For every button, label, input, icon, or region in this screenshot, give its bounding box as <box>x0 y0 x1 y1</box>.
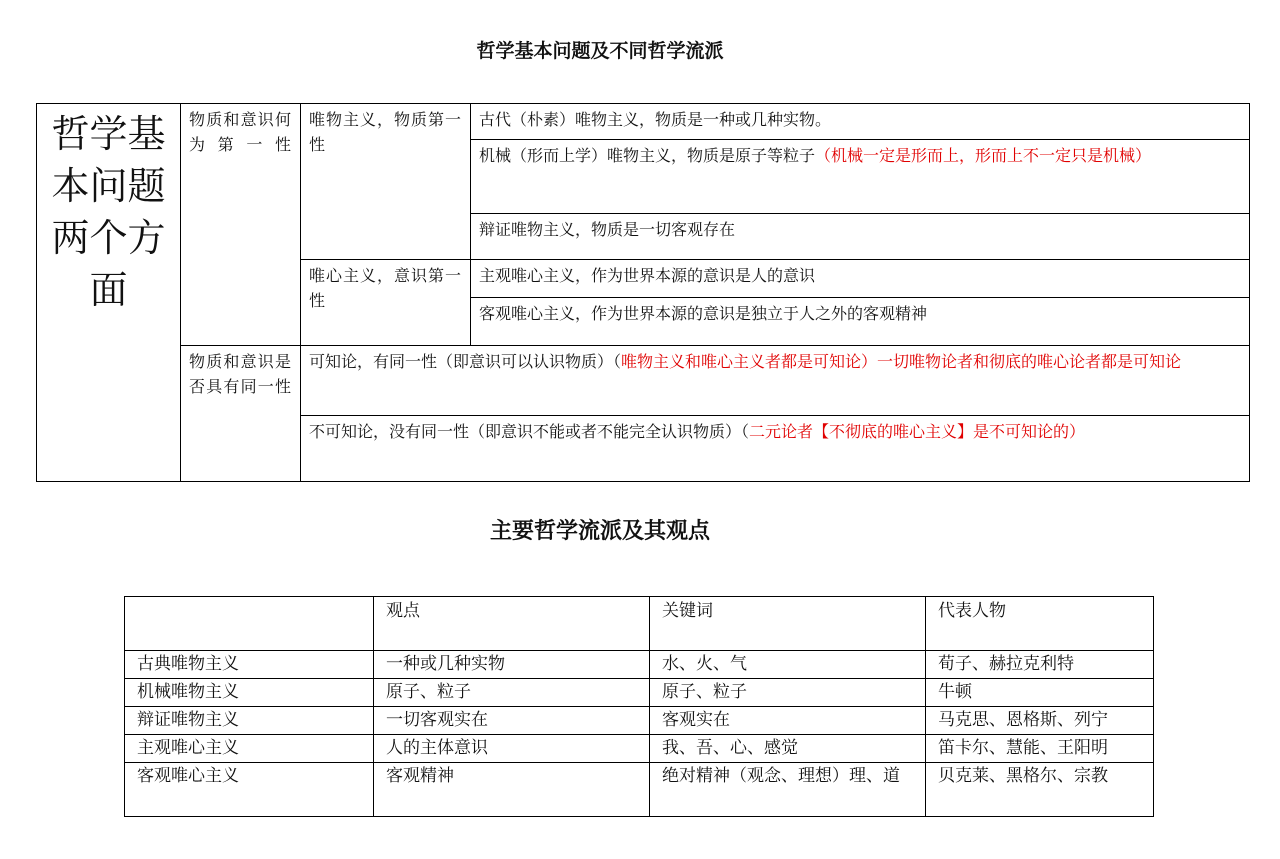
table-row <box>125 679 1154 707</box>
table-cell: 客观实在 <box>650 707 926 735</box>
question-identity: 物质和意识是否具有同一性 <box>181 346 301 482</box>
header-cell <box>125 597 374 651</box>
schools-table <box>124 596 1154 817</box>
question-first-nature: 物质和意识何为第一性 <box>181 104 301 346</box>
objective-idealism: 客观唯心主义，作为世界本源的意识是独立于人之外的客观精神 <box>471 298 1250 346</box>
unknowability-text: 不可知论，没有同一性（即意识不能或者不能完全认识物质）（ <box>309 422 750 441</box>
table-cell: 一切客观实在 <box>374 707 650 735</box>
table-row <box>125 763 1154 817</box>
main-topic-cell: 哲学基本问题两个方面 <box>37 104 181 482</box>
unknowability-note: 二元论者【不彻底的唯心主义】是不可知论的） <box>749 422 1086 441</box>
subjective-idealism: 主观唯心主义，作为世界本源的意识是人的意识 <box>471 260 1250 298</box>
table-cell: 牛顿 <box>926 679 1154 707</box>
table-cell: 原子、粒子 <box>650 679 926 707</box>
table-cell: 马克思、恩格斯、列宁 <box>926 707 1154 735</box>
table-cell: 客观精神 <box>374 763 650 817</box>
idealism-label: 唯心主义，意识第一性 <box>301 260 471 346</box>
mechanical-materialism <box>471 140 1250 214</box>
table-cell: 客观唯心主义 <box>125 763 374 817</box>
knowability <box>301 346 1250 416</box>
table-cell: 贝克莱、黑格尔、宗教 <box>926 763 1154 817</box>
ancient-materialism: 古代（朴素）唯物主义，物质是一种或几种实物。 <box>471 104 1250 140</box>
header-cell: 代表人物 <box>926 597 1154 651</box>
table-row <box>125 651 1154 679</box>
table-cell: 一种或几种实物 <box>374 651 650 679</box>
table-cell: 绝对精神（观念、理想）理、道 <box>650 763 926 817</box>
basic-questions-table <box>36 103 1250 482</box>
page-title: 哲学基本问题及不同哲学流派 <box>476 40 724 62</box>
dialectical-materialism: 辩证唯物主义，物质是一切客观存在 <box>471 214 1250 260</box>
knowability-text: 可知论，有同一性（即意识可以认识物质）（ <box>309 352 622 371</box>
table-cell: 水、火、气 <box>650 651 926 679</box>
materialism-label: 唯物主义，物质第一性 <box>301 104 471 260</box>
mechanical-materialism-text: 机械（形而上学）唯物主义，物质是原子等粒子 <box>479 146 816 165</box>
table-cell: 机械唯物主义 <box>125 679 374 707</box>
table-cell: 原子、粒子 <box>374 679 650 707</box>
table-cell: 笛卡尔、慧能、王阳明 <box>926 735 1154 763</box>
table-cell: 古典唯物主义 <box>125 651 374 679</box>
table-cell: 我、吾、心、感觉 <box>650 735 926 763</box>
unknowability <box>301 416 1250 482</box>
knowability-note: 唯物主义和唯心主义者都是可知论）一切唯物论者和彻底的唯心论者都是可知论 <box>621 352 1182 371</box>
table-row <box>125 707 1154 735</box>
section-title: 主要哲学流派及其观点 <box>489 519 710 544</box>
mechanical-note: （机械一定是形而上，形而上不一定只是机械） <box>815 146 1152 165</box>
table-cell: 人的主体意识 <box>374 735 650 763</box>
table-header-row <box>125 597 1154 651</box>
table-cell: 主观唯心主义 <box>125 735 374 763</box>
table-row <box>125 735 1154 763</box>
header-cell: 关键词 <box>650 597 926 651</box>
header-cell: 观点 <box>374 597 650 651</box>
table-cell: 荀子、赫拉克利特 <box>926 651 1154 679</box>
table-cell: 辩证唯物主义 <box>125 707 374 735</box>
